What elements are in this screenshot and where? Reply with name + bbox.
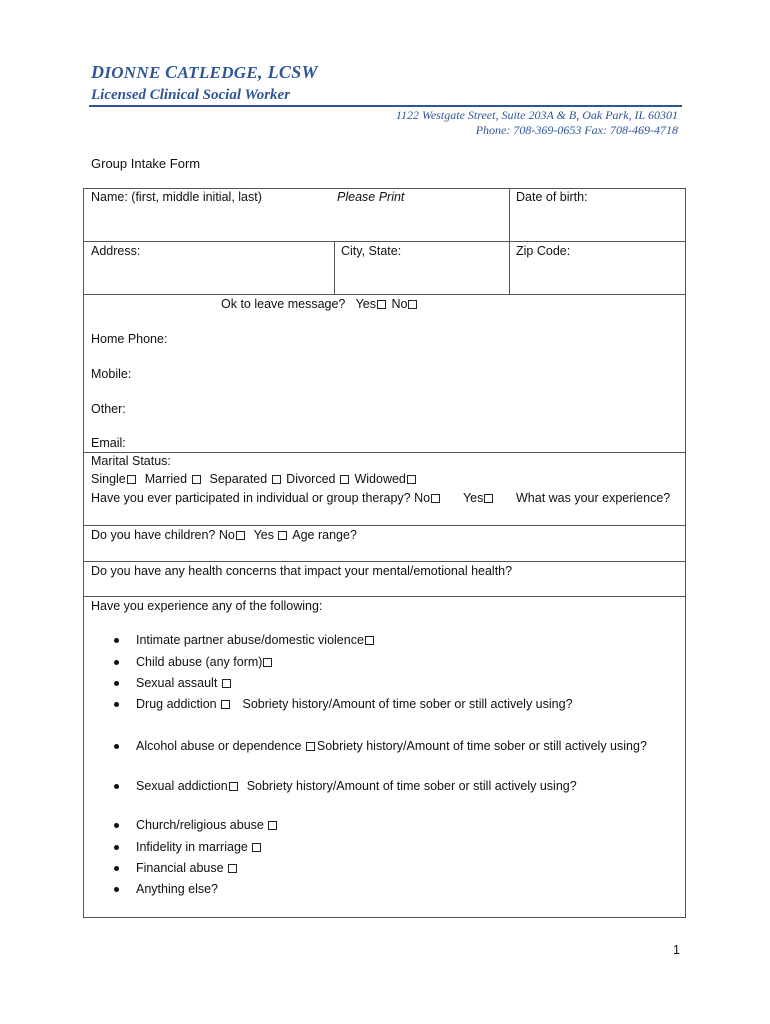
bullet — [114, 784, 119, 789]
single-label: Single — [91, 472, 126, 486]
list-item — [136, 779, 577, 793]
mobile-label: Mobile: — [91, 367, 132, 381]
item-label: Intimate partner abuse/domestic violence — [136, 633, 364, 647]
item-label: Alcohol abuse or dependence — [136, 739, 302, 753]
table-divider — [84, 561, 685, 562]
table-divider — [334, 241, 335, 294]
divorced-checkbox[interactable] — [340, 475, 349, 484]
therapy-yes-label: Yes — [462, 491, 484, 505]
therapy-experience-label: What was your experience? — [516, 491, 671, 505]
item-label: Sexual addiction — [136, 779, 228, 793]
list-item — [136, 882, 218, 896]
list-item — [136, 861, 239, 875]
dob-label: Date of birth: — [516, 190, 588, 204]
therapy-no-checkbox[interactable] — [431, 494, 440, 503]
item-checkbox[interactable] — [263, 658, 272, 667]
item-label: Church/religious abuse — [136, 818, 264, 832]
zip-label: Zip Code: — [516, 244, 571, 258]
item-checkbox[interactable] — [268, 821, 277, 830]
city-state-field[interactable] — [341, 244, 506, 292]
item-label: Infidelity in marriage — [136, 840, 248, 854]
therapy-yes-checkbox[interactable] — [484, 494, 493, 503]
item-label: Child abuse (any form) — [136, 655, 263, 669]
ok-message-label: Ok to leave message? — [221, 297, 346, 311]
item-checkbox[interactable] — [228, 864, 237, 873]
item-checkbox[interactable] — [221, 700, 230, 709]
item-checkbox[interactable] — [306, 742, 315, 751]
name-initial-c: C — [165, 62, 178, 82]
table-divider — [84, 525, 685, 526]
item-label: Sexual assault — [136, 676, 218, 690]
bullet — [114, 681, 119, 686]
item-checkbox[interactable] — [222, 679, 231, 688]
item-label: Anything else? — [136, 882, 219, 896]
item-checkbox[interactable] — [252, 843, 261, 852]
page-number: 1 — [673, 943, 680, 957]
bullet — [114, 823, 119, 828]
please-print-note: Please Print — [337, 190, 405, 204]
home-phone-label: Home Phone: — [91, 332, 168, 346]
separated-checkbox[interactable] — [272, 475, 281, 484]
address-field[interactable] — [91, 244, 331, 292]
list-item — [136, 697, 573, 711]
bullet — [114, 660, 119, 665]
children-yes-checkbox[interactable] — [278, 531, 287, 540]
married-checkbox[interactable] — [192, 475, 201, 484]
children-no-checkbox[interactable] — [236, 531, 245, 540]
list-item — [136, 840, 263, 854]
ok-to-leave-message — [221, 297, 419, 311]
bullet — [114, 744, 119, 749]
zip-field[interactable] — [516, 244, 681, 292]
email-label: Email: — [91, 436, 126, 450]
list-item — [136, 818, 279, 832]
address-label: Address: — [91, 244, 141, 258]
table-divider — [84, 452, 685, 453]
children-yes-label: Yes — [253, 528, 274, 542]
single-checkbox[interactable] — [127, 475, 136, 484]
practitioner-title: Licensed Clinical Social Worker — [91, 87, 291, 103]
separated-label: Separated — [209, 472, 268, 486]
city-state-label: City, State: — [341, 244, 402, 258]
children-question-label: Do you have children? No — [91, 528, 235, 542]
item-checkbox[interactable] — [229, 782, 238, 791]
practice-phone: Phone: 708-369-0653 Fax: 708-469-4718 — [475, 123, 678, 137]
children-question — [91, 528, 357, 542]
bullet — [114, 845, 119, 850]
therapy-question-label: Have you ever participated in individual or group therapy? No — [91, 491, 431, 505]
married-label: Married — [144, 472, 188, 486]
list-item — [136, 655, 274, 669]
bullet — [114, 638, 119, 643]
sobriety-question: Sobriety history/Amount of time sober or still actively using? — [242, 697, 573, 711]
item-label: Financial abuse — [136, 861, 224, 875]
experience-question: Have you experience any of the following: — [91, 599, 323, 613]
bullet — [114, 702, 119, 707]
list-item — [136, 633, 376, 647]
name-field[interactable] — [91, 190, 506, 238]
item-label: Drug addiction — [136, 697, 217, 711]
name-rest-ionne: IONNE — [104, 63, 161, 82]
sobriety-question: Sobriety history/Amount of time sober or still actively using? — [246, 779, 577, 793]
message-yes-checkbox[interactable] — [377, 300, 386, 309]
health-question: Do you have any health concerns that impact your mental/emotional health? — [91, 564, 513, 578]
identity-table — [83, 188, 686, 295]
table-divider — [84, 241, 685, 242]
item-checkbox[interactable] — [365, 636, 374, 645]
name-suffix: , LCSW — [258, 62, 318, 82]
form-title: Group Intake Form — [91, 156, 201, 171]
sobriety-question: Sobriety history/Amount of time sober or still actively using? — [316, 739, 647, 753]
header-rule — [89, 105, 682, 107]
name-label: Name: (first, middle initial, last) — [91, 190, 262, 204]
name-rest-atledge: ATLEDGE — [177, 63, 258, 82]
other-phone-label: Other: — [91, 402, 126, 416]
widowed-label: Widowed — [354, 472, 406, 486]
message-no-checkbox[interactable] — [408, 300, 417, 309]
marital-status-label: Marital Status: — [91, 454, 171, 468]
list-item — [136, 676, 233, 690]
marital-options — [91, 472, 418, 486]
table-divider — [84, 596, 685, 597]
message-no-label: No — [391, 297, 408, 311]
practitioner-name — [91, 62, 318, 83]
dob-field[interactable] — [516, 190, 681, 238]
message-yes-label: Yes — [355, 297, 376, 311]
name-initial-d: D — [91, 62, 105, 82]
therapy-question — [91, 491, 495, 505]
bullet — [114, 866, 119, 871]
divorced-label: Divorced — [286, 472, 336, 486]
widowed-checkbox[interactable] — [407, 475, 416, 484]
list-item — [136, 739, 647, 753]
bullet — [114, 887, 119, 892]
age-range-label: Age range? — [292, 528, 357, 542]
practice-address: 1122 Westgate Street, Suite 203A & B, Oak Park, IL 60301 — [395, 108, 678, 122]
